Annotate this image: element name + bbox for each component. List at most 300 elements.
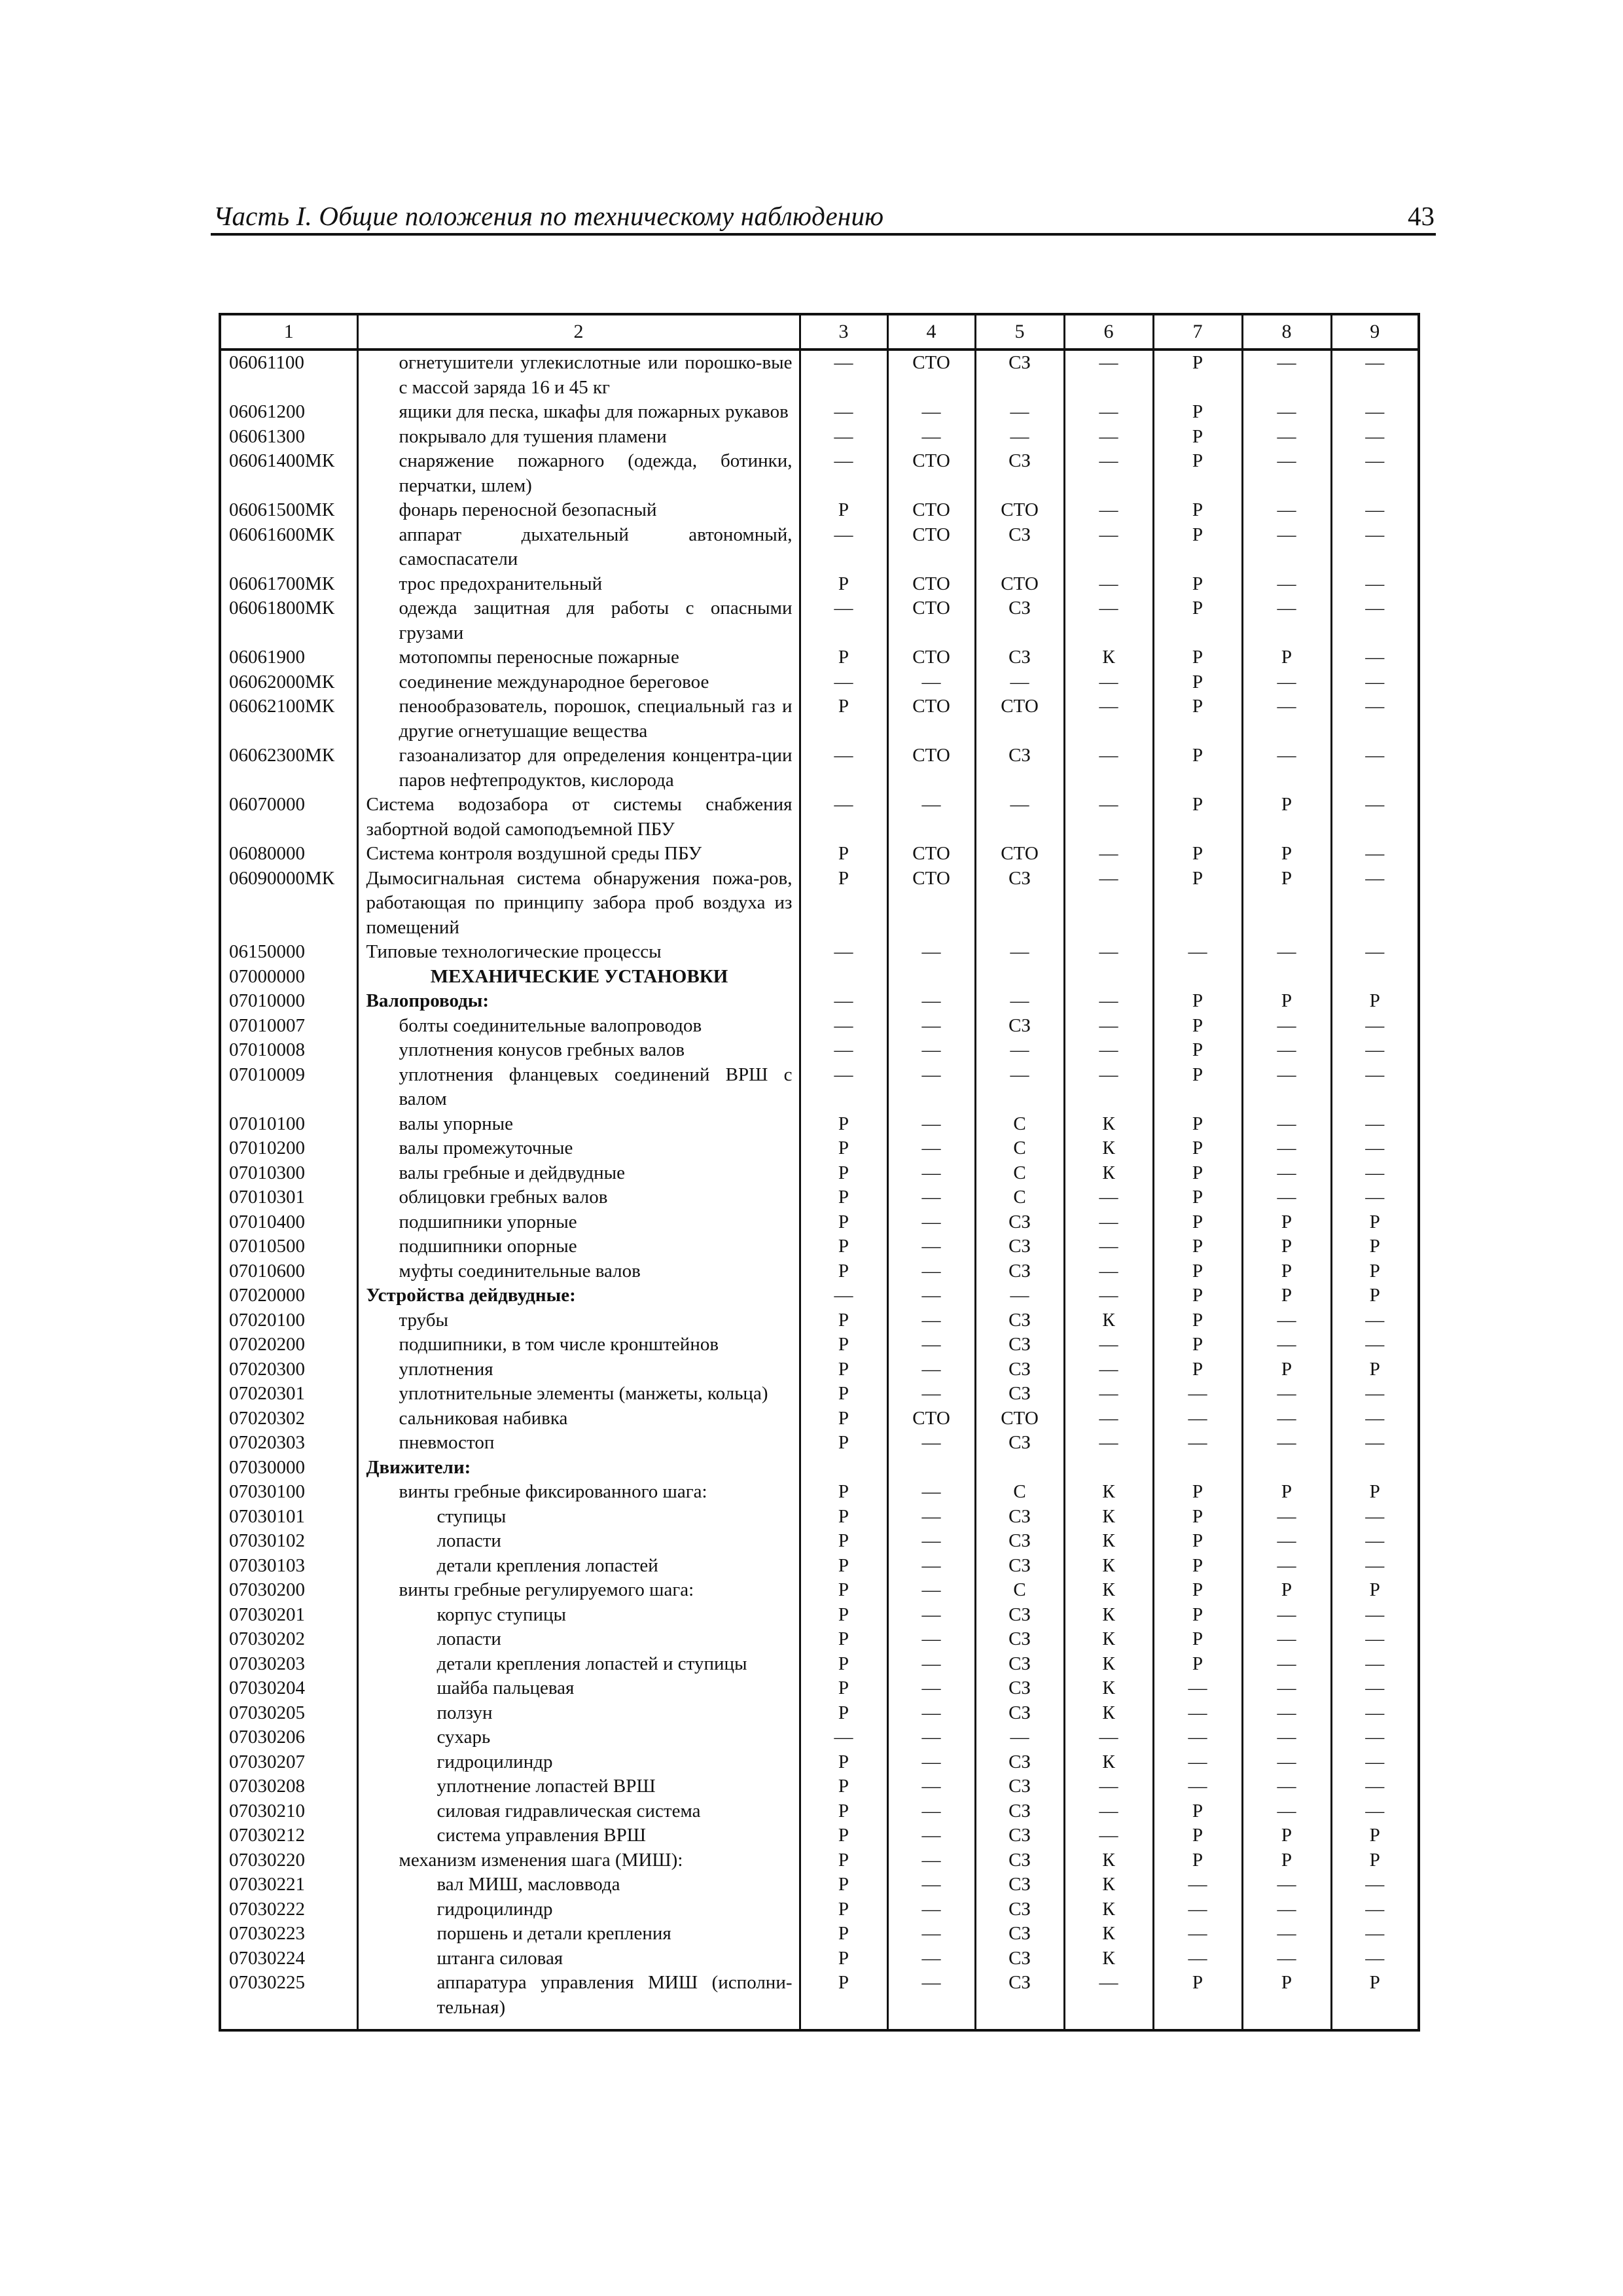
column-6-cell: — <box>1064 1823 1153 1848</box>
column-7-cell: Р <box>1153 1578 1242 1603</box>
column-7-cell: Р <box>1153 449 1242 498</box>
item-code-cell: 07030100 <box>220 1480 357 1505</box>
column-6-cell: К <box>1064 1750 1153 1775</box>
column-8-cell: Р <box>1242 1210 1331 1235</box>
column-8-cell: — <box>1242 1725 1331 1750</box>
item-code-cell: 07030220 <box>220 1848 357 1873</box>
column-5-cell: СЗ <box>975 1946 1064 1971</box>
column-5-cell: СЗ <box>975 1873 1064 1897</box>
item-code-cell: 07020300 <box>220 1357 357 1382</box>
column-4-cell: — <box>887 1946 975 1971</box>
item-name-cell: пневмостоп <box>357 1431 800 1456</box>
column-9-cell: — <box>1331 425 1419 450</box>
column-9-cell <box>1331 1456 1419 1480</box>
column-3-cell: Р <box>800 1701 887 1726</box>
column-9-cell: Р <box>1331 1848 1419 1873</box>
item-name-cell: аппарат дыхательный автономный, самоспасатели <box>357 523 800 572</box>
item-code-cell: 06061400МК <box>220 449 357 498</box>
column-6-cell: — <box>1064 425 1153 450</box>
column-3-cell: Р <box>800 1480 887 1505</box>
table-row <box>220 1971 1419 2030</box>
column-5-cell: — <box>975 1063 1064 1112</box>
page-number: 43 <box>1408 201 1435 231</box>
item-code-cell: 07010000 <box>220 989 357 1014</box>
column-7-cell: Р <box>1153 1848 1242 1873</box>
column-7-cell: Р <box>1153 1210 1242 1235</box>
column-7-cell: Р <box>1153 1283 1242 1308</box>
column-4-cell <box>887 1456 975 1480</box>
column-5-cell: СЗ <box>975 645 1064 670</box>
item-name-cell: Дымосигнальная система обнаружения пожа-ров, работающая по принципу забора проб воздуха из помещений <box>357 867 800 941</box>
column-6-cell <box>1064 1456 1153 1480</box>
item-code-cell: 06062000МК <box>220 670 357 695</box>
column-7-cell: Р <box>1153 1185 1242 1210</box>
column-8-cell: — <box>1242 1112 1331 1137</box>
column-9-cell: — <box>1331 1750 1419 1775</box>
column-4-cell: — <box>887 400 975 425</box>
table-row <box>220 1333 1419 1357</box>
column-6-cell: — <box>1064 744 1153 793</box>
column-7-cell: Р <box>1153 425 1242 450</box>
column-7-cell: Р <box>1153 1308 1242 1333</box>
item-code-cell: 07030202 <box>220 1627 357 1652</box>
item-code-cell: 07010200 <box>220 1136 357 1161</box>
column-7-cell: Р <box>1153 1652 1242 1677</box>
column-9-cell <box>1331 965 1419 990</box>
column-6-cell: — <box>1064 1725 1153 1750</box>
column-4-cell: — <box>887 1234 975 1259</box>
item-name-cell: штанга силовая <box>357 1946 800 1971</box>
column-4-cell: — <box>887 1578 975 1603</box>
column-4-cell: СТО <box>887 498 975 523</box>
table-row <box>220 1578 1419 1603</box>
item-name-cell: Типовые технологические процессы <box>357 940 800 965</box>
column-4-cell: — <box>887 1848 975 1873</box>
item-name-cell: корпус ступицы <box>357 1603 800 1628</box>
item-code-cell: 06061900 <box>220 645 357 670</box>
table-row <box>220 350 1419 400</box>
column-8-cell: Р <box>1242 842 1331 867</box>
item-code-cell: 07030212 <box>220 1823 357 1848</box>
column-5-cell: СЗ <box>975 1357 1064 1382</box>
column-7-cell: Р <box>1153 867 1242 941</box>
table-row <box>220 1897 1419 1922</box>
inspection-table <box>219 313 1420 2032</box>
column-6-cell: — <box>1064 1014 1153 1039</box>
column-4-cell: — <box>887 1210 975 1235</box>
item-code-cell: 06061100 <box>220 350 357 400</box>
column-7-cell: — <box>1153 1431 1242 1456</box>
table-row <box>220 1725 1419 1750</box>
column-9-cell: — <box>1331 1038 1419 1063</box>
column-5-cell: СЗ <box>975 449 1064 498</box>
column-5-cell: СЗ <box>975 1259 1064 1284</box>
table-row <box>220 645 1419 670</box>
column-8-cell: Р <box>1242 1848 1331 1873</box>
item-code-cell: 07030203 <box>220 1652 357 1677</box>
column-3-cell: Р <box>800 1234 887 1259</box>
column-9-cell: — <box>1331 1014 1419 1039</box>
item-name-cell: фонарь переносной безопасный <box>357 498 800 523</box>
column-header: 9 <box>1331 314 1419 350</box>
column-8-cell: — <box>1242 449 1331 498</box>
column-header: 6 <box>1064 314 1153 350</box>
column-7-cell: Р <box>1153 793 1242 842</box>
item-code-cell: 07020100 <box>220 1308 357 1333</box>
column-header: 1 <box>220 314 357 350</box>
column-8-cell: — <box>1242 1014 1331 1039</box>
table-row <box>220 1357 1419 1382</box>
column-7-cell: Р <box>1153 670 1242 695</box>
column-number-row <box>220 314 1419 350</box>
column-3-cell: Р <box>800 1407 887 1431</box>
column-6-cell: К <box>1064 1873 1153 1897</box>
column-8-cell: Р <box>1242 1578 1331 1603</box>
item-code-cell: 06080000 <box>220 842 357 867</box>
column-7-cell: — <box>1153 1750 1242 1775</box>
column-5-cell: СЗ <box>975 1774 1064 1799</box>
column-5-cell: СЗ <box>975 1505 1064 1530</box>
column-4-cell: — <box>887 1480 975 1505</box>
table-row <box>220 1774 1419 1799</box>
item-name-cell: уплотнения <box>357 1357 800 1382</box>
column-4-cell: — <box>887 1701 975 1726</box>
column-8-cell: — <box>1242 1922 1331 1946</box>
item-code-cell: 06061200 <box>220 400 357 425</box>
column-5-cell: СТО <box>975 842 1064 867</box>
item-code-cell: 07020303 <box>220 1431 357 1456</box>
table-row <box>220 1873 1419 1897</box>
column-3-cell: Р <box>800 1578 887 1603</box>
column-4-cell: СТО <box>887 867 975 941</box>
column-9-cell: — <box>1331 1161 1419 1186</box>
item-name-cell: детали крепления лопастей <box>357 1554 800 1579</box>
column-6-cell: — <box>1064 400 1153 425</box>
column-5-cell: С <box>975 1185 1064 1210</box>
column-7-cell: Р <box>1153 1161 1242 1186</box>
column-8-cell: — <box>1242 694 1331 744</box>
column-8-cell: — <box>1242 1407 1331 1431</box>
column-8-cell: — <box>1242 498 1331 523</box>
column-8-cell: — <box>1242 1799 1331 1824</box>
column-5-cell: СЗ <box>975 1823 1064 1848</box>
column-9-cell: Р <box>1331 1823 1419 1848</box>
column-9-cell: Р <box>1331 1480 1419 1505</box>
column-5-cell: СЗ <box>975 1676 1064 1701</box>
column-9-cell: — <box>1331 694 1419 744</box>
table-row <box>220 744 1419 793</box>
column-8-cell: — <box>1242 400 1331 425</box>
column-3-cell: Р <box>800 1603 887 1628</box>
item-code-cell: 06062100МК <box>220 694 357 744</box>
column-6-cell: — <box>1064 1382 1153 1407</box>
table-row <box>220 1554 1419 1579</box>
column-7-cell: Р <box>1153 1627 1242 1652</box>
item-name-cell: валы гребные и дейдвудные <box>357 1161 800 1186</box>
column-8-cell: — <box>1242 1627 1331 1652</box>
column-4-cell: — <box>887 1774 975 1799</box>
column-9-cell: — <box>1331 1774 1419 1799</box>
table-row <box>220 596 1419 645</box>
column-7-cell: Р <box>1153 498 1242 523</box>
column-6-cell: — <box>1064 1357 1153 1382</box>
column-7-cell: Р <box>1153 1971 1242 2030</box>
column-3-cell: Р <box>800 645 887 670</box>
table-row <box>220 523 1419 572</box>
column-9-cell: — <box>1331 449 1419 498</box>
column-5-cell <box>975 1456 1064 1480</box>
column-6-cell: К <box>1064 1627 1153 1652</box>
item-name-cell: винты гребные фиксированного шага: <box>357 1480 800 1505</box>
table-row <box>220 1480 1419 1505</box>
column-7-cell: Р <box>1153 1112 1242 1137</box>
table-row <box>220 1823 1419 1848</box>
column-6-cell <box>1064 965 1153 990</box>
item-name-cell: подшипники упорные <box>357 1210 800 1235</box>
column-4-cell: СТО <box>887 1407 975 1431</box>
column-4-cell: — <box>887 1873 975 1897</box>
column-5-cell: СЗ <box>975 1897 1064 1922</box>
column-7-cell: Р <box>1153 1234 1242 1259</box>
column-3-cell: — <box>800 1038 887 1063</box>
table-row <box>220 1308 1419 1333</box>
item-name-cell: уплотнительные элементы (манжеты, кольца) <box>357 1382 800 1407</box>
table-body <box>220 350 1419 2030</box>
column-7-cell: Р <box>1153 596 1242 645</box>
column-8-cell: — <box>1242 670 1331 695</box>
column-6-cell: — <box>1064 1799 1153 1824</box>
column-5-cell: СЗ <box>975 1308 1064 1333</box>
item-name-cell: Система контроля воздушной среды ПБУ <box>357 842 800 867</box>
item-name-cell: соединение международное береговое <box>357 670 800 695</box>
column-3-cell: Р <box>800 1308 887 1333</box>
column-3-cell: Р <box>800 867 887 941</box>
column-5-cell: СЗ <box>975 1701 1064 1726</box>
item-code-cell: 07030201 <box>220 1603 357 1628</box>
column-9-cell: Р <box>1331 1210 1419 1235</box>
column-5-cell: СЗ <box>975 744 1064 793</box>
column-7-cell <box>1153 965 1242 990</box>
item-code-cell: 07010100 <box>220 1112 357 1137</box>
column-4-cell: — <box>887 1750 975 1775</box>
column-7-cell: — <box>1153 1922 1242 1946</box>
column-7-cell: — <box>1153 1873 1242 1897</box>
column-7-cell: Р <box>1153 1505 1242 1530</box>
column-6-cell: К <box>1064 1554 1153 1579</box>
table-row <box>220 842 1419 867</box>
column-6-cell: — <box>1064 572 1153 597</box>
column-5-cell: СЗ <box>975 1014 1064 1039</box>
column-6-cell: — <box>1064 1234 1153 1259</box>
column-7-cell: Р <box>1153 842 1242 867</box>
column-8-cell: Р <box>1242 1823 1331 1848</box>
column-4-cell: — <box>887 1259 975 1284</box>
column-9-cell: Р <box>1331 1578 1419 1603</box>
table-row <box>220 1946 1419 1971</box>
column-5-cell: СЗ <box>975 1529 1064 1554</box>
column-9-cell: — <box>1331 1627 1419 1652</box>
column-5-cell: СЗ <box>975 867 1064 941</box>
column-8-cell: — <box>1242 1529 1331 1554</box>
column-6-cell: К <box>1064 1848 1153 1873</box>
column-7-cell: Р <box>1153 1333 1242 1357</box>
column-5-cell: — <box>975 670 1064 695</box>
item-code-cell: 07010007 <box>220 1014 357 1039</box>
item-code-cell: 07030206 <box>220 1725 357 1750</box>
column-9-cell: — <box>1331 1554 1419 1579</box>
item-name-cell: болты соединительные валопроводов <box>357 1014 800 1039</box>
column-6-cell: — <box>1064 596 1153 645</box>
column-9-cell: — <box>1331 1308 1419 1333</box>
table-row <box>220 1701 1419 1726</box>
column-6-cell: — <box>1064 867 1153 941</box>
column-7-cell: — <box>1153 1725 1242 1750</box>
column-4-cell <box>887 965 975 990</box>
item-name-cell: ступицы <box>357 1505 800 1530</box>
column-8-cell: Р <box>1242 1259 1331 1284</box>
column-9-cell: — <box>1331 670 1419 695</box>
column-7-cell <box>1153 1456 1242 1480</box>
column-9-cell: — <box>1331 1603 1419 1628</box>
column-9-cell: — <box>1331 1185 1419 1210</box>
item-code-cell: 07030225 <box>220 1971 357 2030</box>
table-row <box>220 1922 1419 1946</box>
column-8-cell: — <box>1242 1676 1331 1701</box>
item-name-cell: подшипники, в том числе кронштейнов <box>357 1333 800 1357</box>
column-4-cell: СТО <box>887 523 975 572</box>
column-9-cell: — <box>1331 596 1419 645</box>
column-4-cell: — <box>887 1652 975 1677</box>
column-6-cell: К <box>1064 1897 1153 1922</box>
table-row <box>220 1234 1419 1259</box>
item-code-cell: 07030207 <box>220 1750 357 1775</box>
column-6-cell: — <box>1064 1038 1153 1063</box>
item-name-cell: пенообразователь, порошок, специальный газ и другие огнетушащие вещества <box>357 694 800 744</box>
column-7-cell: — <box>1153 1897 1242 1922</box>
column-6-cell: — <box>1064 523 1153 572</box>
column-6-cell: — <box>1064 1971 1153 2030</box>
column-8-cell: Р <box>1242 1234 1331 1259</box>
column-3-cell: Р <box>800 1185 887 1210</box>
column-4-cell: — <box>887 1161 975 1186</box>
column-9-cell: — <box>1331 1652 1419 1677</box>
column-4-cell: — <box>887 1725 975 1750</box>
column-7-cell: — <box>1153 1946 1242 1971</box>
column-header: 5 <box>975 314 1064 350</box>
table-row <box>220 449 1419 498</box>
column-9-cell: Р <box>1331 1971 1419 2030</box>
column-6-cell: К <box>1064 1308 1153 1333</box>
column-6-cell: — <box>1064 1431 1153 1456</box>
running-title: Часть I. Общие положения по техническому наблюдению <box>213 201 884 231</box>
column-3-cell: Р <box>800 1505 887 1530</box>
column-6-cell: — <box>1064 1259 1153 1284</box>
item-code-cell: 07030101 <box>220 1505 357 1530</box>
column-8-cell: — <box>1242 1750 1331 1775</box>
column-8-cell: — <box>1242 1554 1331 1579</box>
column-6-cell: К <box>1064 1946 1153 1971</box>
column-header: 8 <box>1242 314 1331 350</box>
column-8-cell: — <box>1242 1873 1331 1897</box>
table-row <box>220 1505 1419 1530</box>
table-row <box>220 1407 1419 1431</box>
column-4-cell: — <box>887 1112 975 1137</box>
column-5-cell: — <box>975 1725 1064 1750</box>
column-4-cell: СТО <box>887 694 975 744</box>
column-6-cell: — <box>1064 842 1153 867</box>
table-row <box>220 1627 1419 1652</box>
item-code-cell: 07000000 <box>220 965 357 990</box>
column-3-cell: Р <box>800 1210 887 1235</box>
item-name-cell: уплотнения фланцевых соединений ВРШ с валом <box>357 1063 800 1112</box>
column-5-cell: СЗ <box>975 1382 1064 1407</box>
column-5-cell: СТО <box>975 1407 1064 1431</box>
column-3-cell: Р <box>800 1136 887 1161</box>
column-3-cell: Р <box>800 1799 887 1824</box>
column-4-cell: — <box>887 1014 975 1039</box>
column-4-cell: — <box>887 989 975 1014</box>
column-6-cell: — <box>1064 1407 1153 1431</box>
column-9-cell: Р <box>1331 1234 1419 1259</box>
item-code-cell: 06070000 <box>220 793 357 842</box>
column-5-cell <box>975 965 1064 990</box>
column-6-cell: К <box>1064 1603 1153 1628</box>
column-3-cell: — <box>800 1725 887 1750</box>
item-name-cell: уплотнение лопастей ВРШ <box>357 1774 800 1799</box>
column-5-cell: СЗ <box>975 1210 1064 1235</box>
column-6-cell: К <box>1064 1112 1153 1137</box>
column-8-cell: Р <box>1242 1480 1331 1505</box>
column-8-cell <box>1242 1456 1331 1480</box>
column-3-cell: — <box>800 1014 887 1039</box>
column-7-cell: — <box>1153 1701 1242 1726</box>
column-4-cell: — <box>887 1136 975 1161</box>
column-7-cell: — <box>1153 940 1242 965</box>
column-9-cell: Р <box>1331 989 1419 1014</box>
column-8-cell: — <box>1242 1382 1331 1407</box>
column-5-cell: — <box>975 989 1064 1014</box>
column-6-cell: — <box>1064 793 1153 842</box>
column-9-cell: — <box>1331 1529 1419 1554</box>
column-4-cell: — <box>887 1505 975 1530</box>
column-7-cell: Р <box>1153 1014 1242 1039</box>
column-5-cell: С <box>975 1480 1064 1505</box>
column-6-cell: — <box>1064 1774 1153 1799</box>
item-code-cell: 06061700МК <box>220 572 357 597</box>
column-6-cell: К <box>1064 1505 1153 1530</box>
column-8-cell <box>1242 965 1331 990</box>
column-5-cell: СЗ <box>975 1750 1064 1775</box>
column-9-cell: — <box>1331 940 1419 965</box>
column-7-cell: Р <box>1153 1480 1242 1505</box>
column-9-cell: — <box>1331 572 1419 597</box>
column-5-cell: СЗ <box>975 1922 1064 1946</box>
column-9-cell: — <box>1331 1922 1419 1946</box>
item-code-cell: 06061800МК <box>220 596 357 645</box>
column-6-cell: К <box>1064 1480 1153 1505</box>
table-row <box>220 965 1419 990</box>
item-code-cell: 07020301 <box>220 1382 357 1407</box>
item-name-cell: трубы <box>357 1308 800 1333</box>
item-code-cell: 07010500 <box>220 1234 357 1259</box>
column-header: 7 <box>1153 314 1242 350</box>
column-6-cell: — <box>1064 940 1153 965</box>
item-name-cell: Устройства дейдвудные: <box>357 1283 800 1308</box>
column-5-cell: С <box>975 1136 1064 1161</box>
item-code-cell: 07010600 <box>220 1259 357 1284</box>
item-name-cell: одежда защитная для работы с опасными грузами <box>357 596 800 645</box>
column-4-cell: СТО <box>887 449 975 498</box>
